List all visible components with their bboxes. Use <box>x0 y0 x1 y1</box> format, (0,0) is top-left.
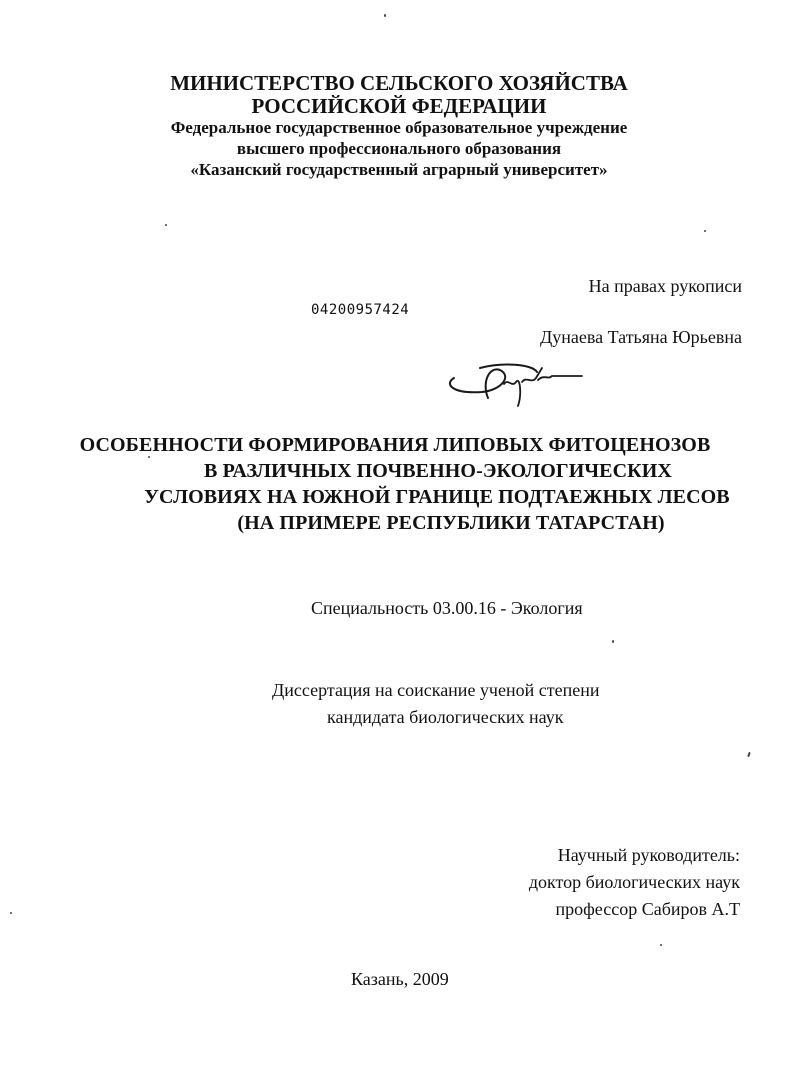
title-line-2: В РАЗЛИЧНЫХ ПОЧВЕННО-ЭКОЛОГИЧЕСКИХ <box>204 460 672 482</box>
ministry-line-2: РОССИЙСКОЙ ФЕДЕРАЦИИ <box>251 94 547 118</box>
title-line-4: (НА ПРИМЕРЕ РЕСПУБЛИКИ ТАТАРСТАН) <box>237 512 665 534</box>
institution-line-3: «Казанский государственный аграрный университет» <box>190 160 608 179</box>
author-name: Дунаева Татьяна Юрьевна <box>539 327 742 347</box>
scan-speck <box>660 944 662 946</box>
scan-speck <box>10 912 12 914</box>
specialty: Специальность 03.00.16 - Экология <box>311 598 583 618</box>
supervisor-name: профессор Сабиров А.Т <box>555 899 740 919</box>
institution-line-2: высшего профессионального образования <box>236 139 562 158</box>
institution-line-1: Федеральное государственное образовательное учреждение <box>170 118 628 137</box>
scan-speck <box>384 14 386 17</box>
dissertation-line-1: Диссертация на соискание ученой степени <box>272 680 600 700</box>
scan-speck <box>612 640 614 643</box>
scan-speck <box>148 456 150 458</box>
catalog-code: 04200957424 <box>311 302 410 318</box>
dissertation-line-2: кандидата биологических наук <box>327 707 564 727</box>
scan-speck <box>747 752 751 757</box>
rights-note: На правах рукописи <box>588 276 742 296</box>
place-year: Казань, 2009 <box>351 969 449 989</box>
scan-speck <box>165 224 167 226</box>
ministry-line-1: МИНИСТЕРСТВО СЕЛЬСКОГО ХОЗЯЙСТВА <box>170 71 628 95</box>
scan-speck <box>704 230 706 232</box>
title-line-1: ОСОБЕННОСТИ ФОРМИРОВАНИЯ ЛИПОВЫХ ФИТОЦЕНОЗОВ <box>79 434 711 456</box>
author-signature <box>442 354 592 414</box>
title-line-3: УСЛОВИЯХ НА ЮЖНОЙ ГРАНИЦЕ ПОДТАЕЖНЫХ ЛЕСОВ <box>144 486 730 508</box>
supervisor-degree: доктор биологических наук <box>528 872 740 892</box>
supervisor-label: Научный руководитель: <box>557 845 740 865</box>
